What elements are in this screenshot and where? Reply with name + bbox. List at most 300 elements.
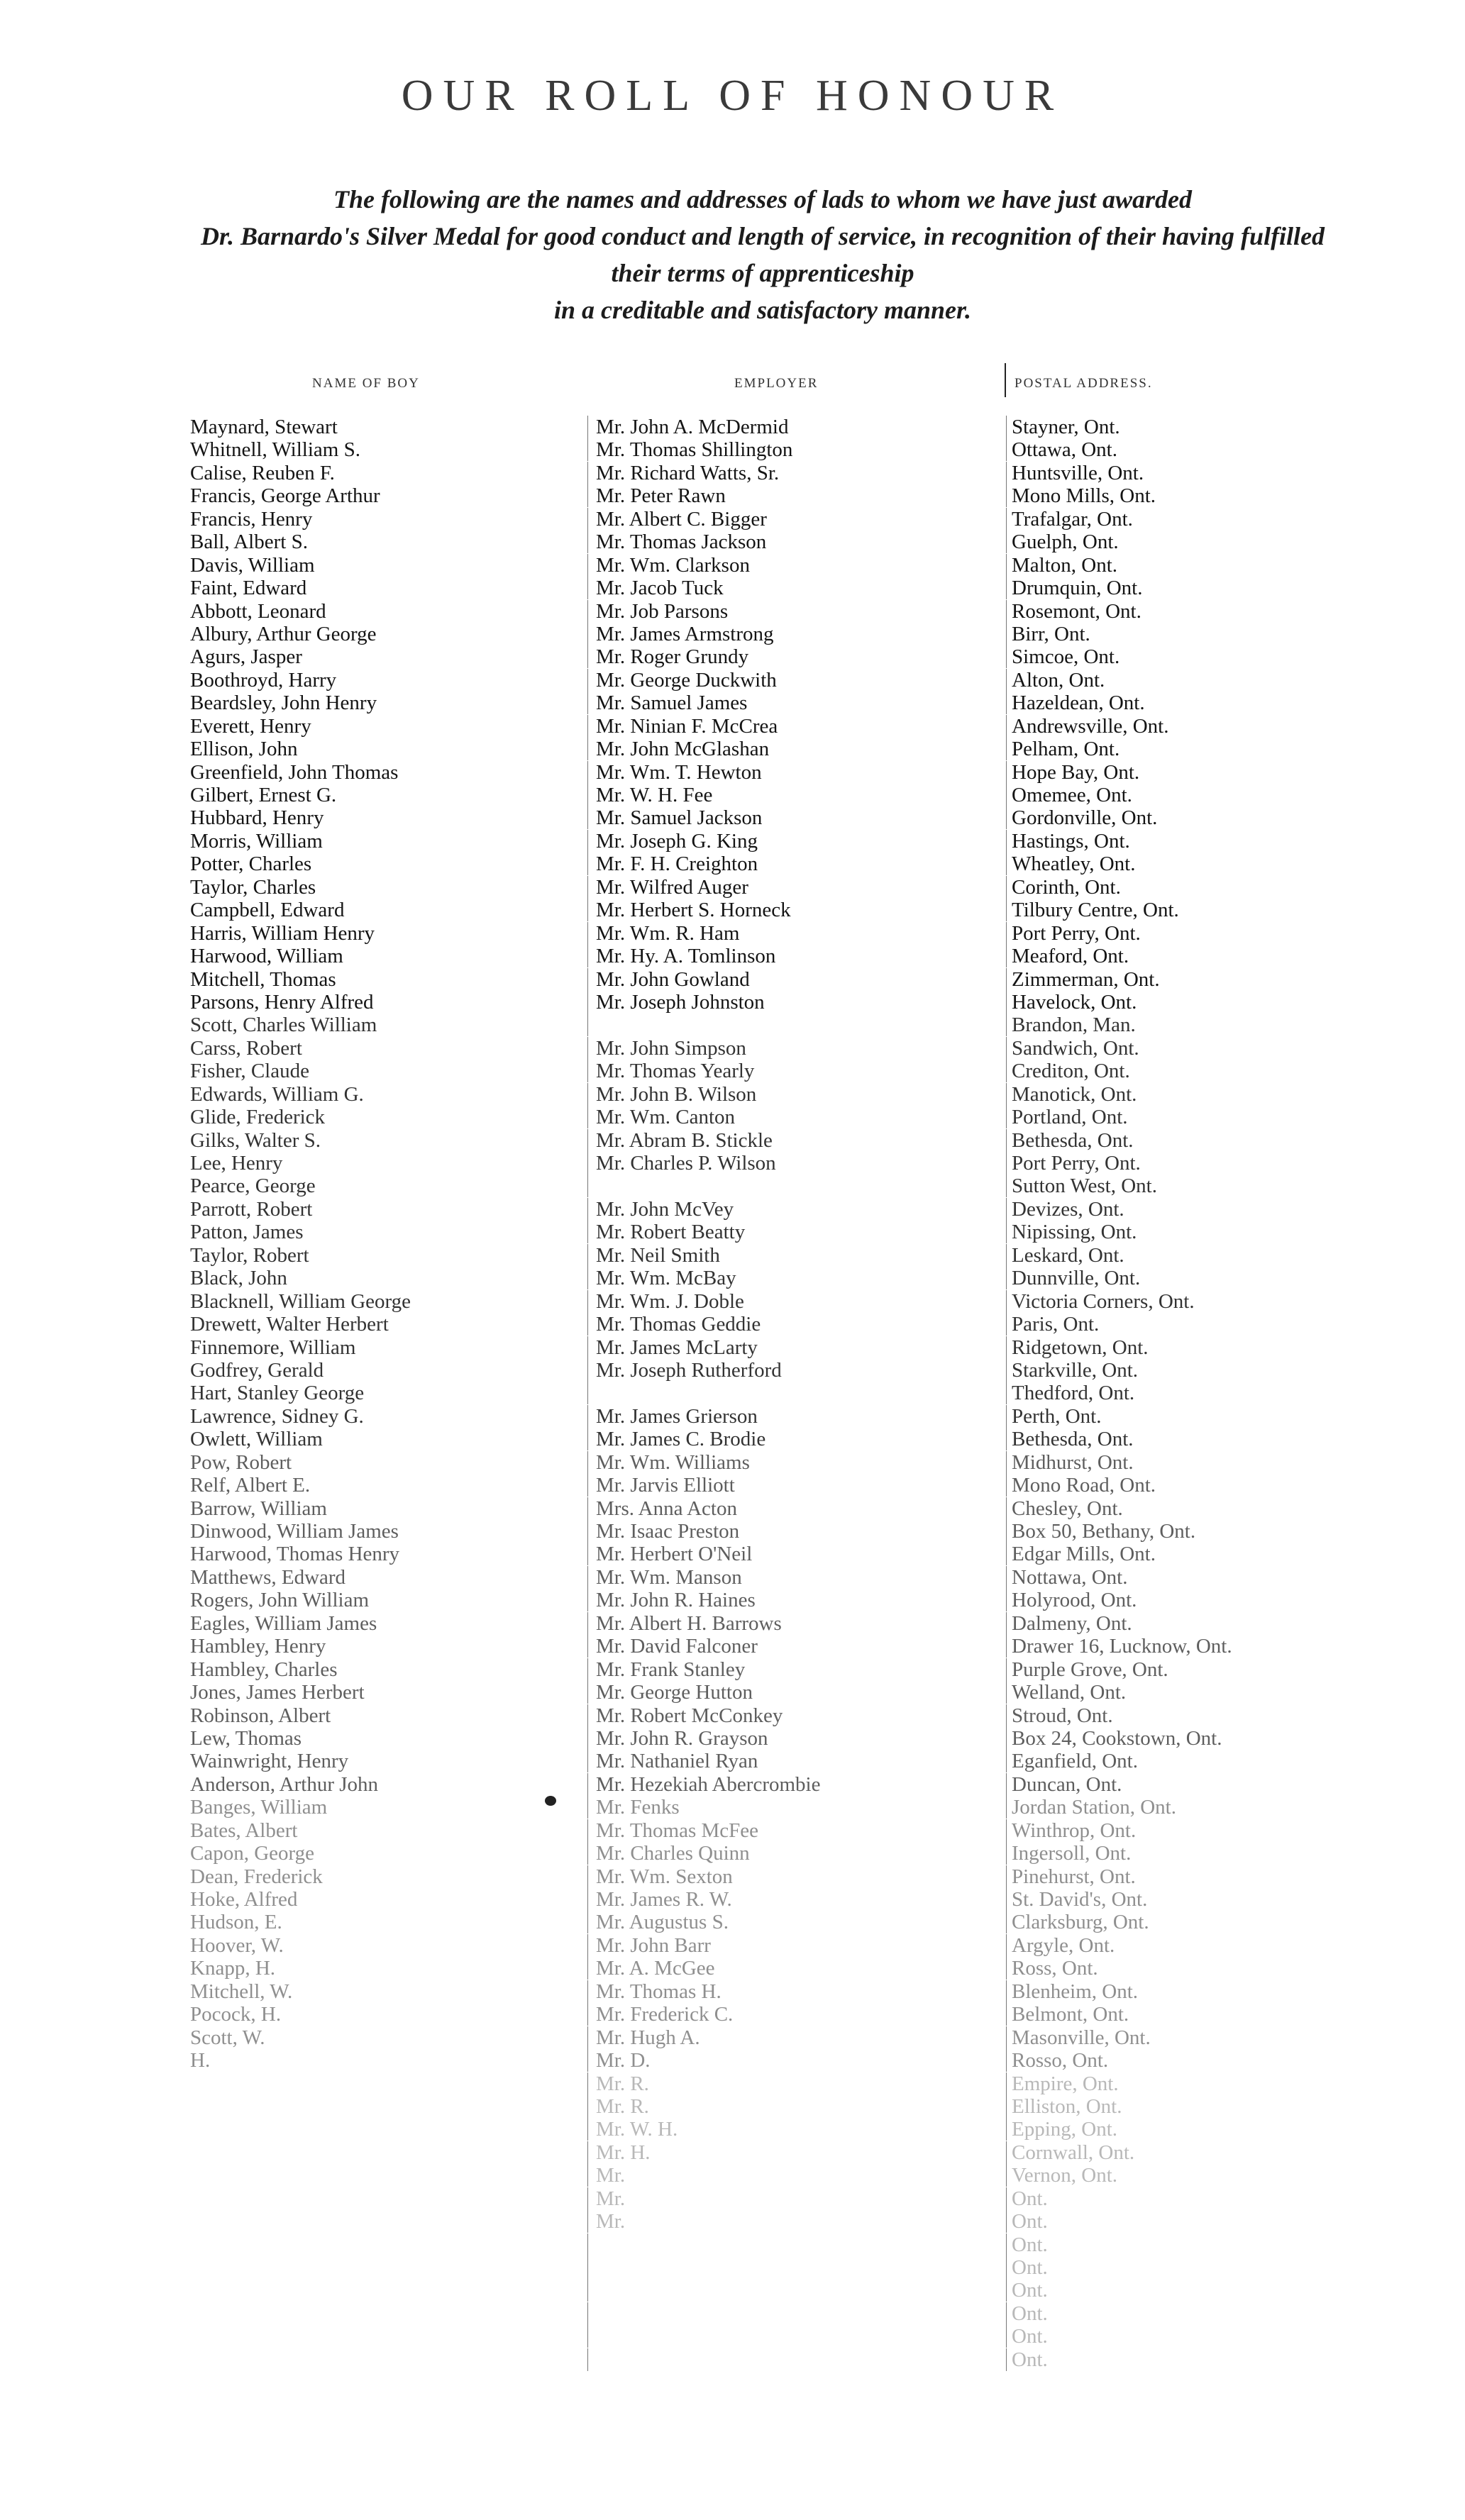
column-rule (1006, 2072, 1007, 2095)
column-rule (587, 1773, 588, 1796)
table-row (0, 922, 1465, 945)
column-rule (587, 761, 588, 784)
table-row (0, 1474, 1465, 1497)
column-rule (587, 1336, 588, 1359)
table-row (0, 1635, 1465, 1658)
table-row (0, 1497, 1465, 1520)
employer-name: Mr. George Hutton (596, 1681, 753, 1704)
table-row (0, 876, 1465, 899)
column-rule (587, 1428, 588, 1450)
employer-name: Mr. (596, 2210, 626, 2233)
column-rule (1006, 1060, 1007, 1082)
table-row (0, 416, 1465, 438)
employer-name: Mr. R. (596, 2072, 649, 2095)
column-rule (1006, 692, 1007, 714)
column-rule (587, 1290, 588, 1313)
table-row (0, 531, 1465, 553)
table-row (0, 508, 1465, 531)
table-row (0, 484, 1465, 507)
employer-name: Mr. Isaac Preston (596, 1520, 740, 1543)
boy-name: Parrott, Robert (190, 1197, 313, 1221)
boy-name: Anderson, Arthur John (190, 1772, 379, 1796)
postal-address: Port Perry, Ont. (1012, 921, 1141, 945)
column-rule (1006, 1405, 1007, 1428)
employer-name: Mr. Wm. Sexton (596, 1865, 733, 1888)
table-row (0, 600, 1465, 623)
table-row (0, 1773, 1465, 1796)
postal-address: Dunnville, Ont. (1012, 1267, 1141, 1290)
column-rule (587, 1267, 588, 1289)
column-rule (1006, 1842, 1007, 1865)
postal-address: Zimmerman, Ont. (1012, 967, 1160, 991)
boy-name: Hart, Stanley George (190, 1382, 365, 1405)
postal-address: Holyrood, Ont. (1012, 1589, 1137, 1612)
column-rule (1006, 1773, 1007, 1796)
column-rule (1006, 669, 1007, 692)
column-rule (1006, 1336, 1007, 1359)
boy-name: Taylor, Charles (190, 875, 316, 899)
column-rule (1006, 1635, 1007, 1658)
boy-name: Pearce, George (190, 1175, 316, 1198)
employer-name: Mr. Thomas Yearly (596, 1060, 755, 1083)
employer-name: Mr. Charles Quinn (596, 1842, 750, 1865)
page-title: OUR ROLL OF HONOUR (401, 72, 1064, 120)
table-row (0, 2325, 1465, 2348)
postal-address: Ross, Ont. (1012, 1957, 1098, 1980)
column-rule (587, 784, 588, 806)
column-rule (587, 438, 588, 461)
table-row (0, 692, 1465, 714)
table-row (0, 2026, 1465, 2049)
postal-address: Chesley, Ont. (1012, 1497, 1123, 1520)
column-rule (1006, 1681, 1007, 1704)
employer-name: Mr. John Barr (596, 1933, 711, 1957)
boy-name: Greenfield, John Thomas (190, 760, 399, 784)
postal-address: Nottawa, Ont. (1012, 1565, 1128, 1589)
employer-name: Mr. Thomas Jackson (596, 531, 767, 554)
table-row (0, 1888, 1465, 1911)
employer-name: Mr. Wm. J. Doble (596, 1289, 744, 1313)
employer-name: Mr. Wm. Clarkson (596, 553, 750, 577)
employer-name: Mr. Wm. T. Hewton (596, 760, 762, 784)
boy-name: Carss, Robert (190, 1036, 302, 1060)
boy-name: Gilbert, Ernest G. (190, 784, 337, 806)
table-row (0, 2095, 1465, 2118)
postal-address: Pelham, Ont. (1012, 738, 1120, 761)
postal-address: Box 24, Cookstown, Ont. (1012, 1726, 1222, 1750)
postal-address: Hastings, Ont. (1012, 829, 1130, 853)
postal-address: Elliston, Ont. (1012, 2094, 1122, 2118)
boy-name: Whitnell, William S. (190, 438, 360, 462)
table-row (0, 1520, 1465, 1543)
column-rule (587, 2256, 588, 2279)
postal-address: Midhurst, Ont. (1012, 1450, 1134, 1474)
boy-name: Morris, William (190, 829, 323, 853)
column-rule (587, 1244, 588, 1267)
table-row (0, 1727, 1465, 1750)
table-row (0, 577, 1465, 599)
boy-name: Agurs, Jasper (190, 645, 302, 669)
employer-name: Mr. Roger Grundy (596, 645, 749, 669)
boy-name: Barrow, William (190, 1497, 327, 1520)
postal-address: Ont. (1012, 2348, 1048, 2371)
table-row (0, 1750, 1465, 1772)
column-rule (587, 738, 588, 760)
employer-name: Mr. Samuel Jackson (596, 806, 763, 830)
postal-address: Birr, Ont. (1012, 622, 1090, 645)
table-row (0, 1129, 1465, 1152)
postal-address: Perth, Ont. (1012, 1404, 1102, 1428)
column-rule (1006, 1589, 1007, 1611)
column-rule (587, 1520, 588, 1543)
table-row (0, 1957, 1465, 1980)
column-rule (587, 600, 588, 623)
table-row (0, 1382, 1465, 1404)
boy-name: Parsons, Henry Alfred (190, 990, 374, 1014)
column-rule (1006, 1911, 1007, 1933)
employer-name: Mr. Joseph Rutherford (596, 1358, 782, 1382)
boy-name: Hambley, Charles (190, 1658, 338, 1681)
postal-address: Port Perry, Ont. (1012, 1152, 1141, 1175)
employer-name: Mr. W. H. (596, 2118, 678, 2141)
postal-address: Wheatley, Ont. (1012, 853, 1136, 876)
postal-address: Ottawa, Ont. (1012, 438, 1117, 462)
column-rule (1006, 1543, 1007, 1565)
postal-address: Duncan, Ont. (1012, 1772, 1122, 1796)
boy-name: Hubbard, Henry (190, 806, 324, 830)
table-row (0, 1704, 1465, 1727)
boy-name: Capon, George (190, 1842, 315, 1865)
column-rule (587, 1497, 588, 1520)
column-rule (587, 2095, 588, 2118)
boy-name: Owlett, William (190, 1428, 323, 1451)
postal-address: Malton, Ont. (1012, 553, 1118, 577)
boy-name: Beardsley, John Henry (190, 692, 377, 715)
boy-name: Black, John (190, 1267, 287, 1290)
column-rule (1006, 508, 1007, 531)
postal-address: Omemee, Ont. (1012, 784, 1132, 806)
employer-name: Mrs. Anna Acton (596, 1497, 737, 1520)
employer-name: Mr. Peter Rawn (596, 484, 726, 508)
table-row (0, 1819, 1465, 1842)
postal-address: Stayner, Ont. (1012, 416, 1120, 438)
employer-name: Mr. Herbert O'Neil (596, 1543, 753, 1566)
boy-name: Mitchell, W. (190, 1980, 293, 2003)
table-row (0, 2210, 1465, 2233)
employer-name: Mr. Abram B. Stickle (596, 1128, 773, 1152)
column-rule (1006, 645, 1007, 668)
boy-name: Davis, William (190, 553, 315, 577)
column-rule (1006, 1129, 1007, 1152)
column-rule (1006, 2141, 1007, 2164)
table-row (0, 1152, 1465, 1175)
boy-name: Potter, Charles (190, 853, 312, 876)
postal-address: Hope Bay, Ont. (1012, 760, 1140, 784)
column-rule (587, 416, 588, 438)
employer-name: Mr. John R. Grayson (596, 1726, 768, 1750)
boy-name: Hoover, W. (190, 1933, 284, 1957)
column-rule (1006, 991, 1007, 1014)
employer-name: Mr. John R. Haines (596, 1589, 756, 1612)
column-rule (587, 1014, 588, 1036)
table-row (0, 899, 1465, 921)
boy-name: Harwood, Thomas Henry (190, 1543, 400, 1566)
postal-address: Jordan Station, Ont. (1012, 1796, 1176, 1819)
postal-address: Simcoe, Ont. (1012, 645, 1120, 669)
column-rule (1006, 1819, 1007, 1842)
postal-address: Masonville, Ont. (1012, 2026, 1151, 2049)
postal-address: Welland, Ont. (1012, 1681, 1127, 1704)
column-rule (587, 1704, 588, 1727)
boy-name: Lawrence, Sidney G. (190, 1404, 364, 1428)
postal-address: Thedford, Ont. (1012, 1382, 1135, 1405)
boy-name: Hoke, Alfred (190, 1888, 298, 1911)
boy-name: Maynard, Stewart (190, 416, 338, 438)
postal-address: Leskard, Ont. (1012, 1243, 1124, 1267)
table-row (0, 1681, 1465, 1704)
postal-address: Alton, Ont. (1012, 668, 1105, 692)
column-rule (587, 2026, 588, 2049)
table-row (0, 1612, 1465, 1635)
employer-name: Mr. H. (596, 2141, 651, 2164)
column-rule (587, 1198, 588, 1221)
postal-address: Box 50, Bethany, Ont. (1012, 1520, 1196, 1543)
table-row (0, 1290, 1465, 1313)
table-row (0, 645, 1465, 668)
postal-address: Purple Grove, Ont. (1012, 1658, 1168, 1681)
employer-name: Mr. (596, 2164, 626, 2187)
table-row (0, 2049, 1465, 2072)
column-rule (1006, 1474, 1007, 1497)
boy-name: Scott, Charles William (190, 1014, 377, 1037)
column-rule (1006, 784, 1007, 806)
column-rule (1006, 2348, 1007, 2371)
postal-address: Cornwall, Ont. (1012, 2141, 1135, 2164)
column-rule (1006, 2187, 1007, 2210)
postal-address: Mono Mills, Ont. (1012, 484, 1156, 508)
table-row (0, 2348, 1465, 2371)
employer-name: Mr. Thomas McFee (596, 1819, 759, 1842)
table-row (0, 1037, 1465, 1060)
boy-name: Edwards, William G. (190, 1082, 364, 1106)
boy-name: Glide, Frederick (190, 1106, 326, 1129)
postal-address: Meaford, Ont. (1012, 945, 1129, 968)
employer-name: Mr. R. (596, 2094, 649, 2118)
table-row (0, 991, 1465, 1014)
column-rule (587, 1681, 588, 1704)
table-row (0, 1566, 1465, 1589)
column-rule (1006, 484, 1007, 507)
column-rule (587, 1543, 588, 1565)
column-rule (1006, 830, 1007, 853)
employer-name: Mr. Hugh A. (596, 2026, 700, 2049)
employer-name: Mr. John A. McDermid (596, 416, 789, 438)
postal-address: Huntsville, Ont. (1012, 461, 1144, 484)
postal-address: Ont. (1012, 2325, 1048, 2348)
boy-name: Robinson, Albert (190, 1704, 331, 1727)
boy-name: Gilks, Walter S. (190, 1128, 321, 1152)
column-rule (587, 945, 588, 967)
table-row (0, 715, 1465, 738)
column-rule (587, 1888, 588, 1911)
postal-address: Rosemont, Ont. (1012, 599, 1141, 623)
employer-name: Mr. Joseph G. King (596, 829, 758, 853)
column-rule (587, 1382, 588, 1404)
postal-address: Ont. (1012, 2256, 1048, 2279)
column-rule (587, 1313, 588, 1336)
employer-name: Mr. Thomas Geddie (596, 1313, 761, 1336)
column-rule (1006, 2049, 1007, 2072)
postal-address: Victoria Corners, Ont. (1012, 1289, 1195, 1313)
column-rule (1006, 1037, 1007, 1060)
column-rule (587, 2003, 588, 2026)
table-row (0, 438, 1465, 461)
column-rule (587, 2233, 588, 2256)
postal-address: Stroud, Ont. (1012, 1704, 1113, 1727)
column-rule (1006, 2164, 1007, 2187)
column-rule (587, 1106, 588, 1128)
table-row (0, 830, 1465, 853)
employer-name: Mr. Wilfred Auger (596, 875, 748, 899)
postal-address: Vernon, Ont. (1012, 2164, 1118, 2187)
postal-address: Portland, Ont. (1012, 1106, 1128, 1129)
column-rule (587, 1060, 588, 1082)
postal-address: Starkville, Ont. (1012, 1358, 1139, 1382)
postal-address: Ingersoll, Ont. (1012, 1842, 1132, 1865)
employer-name: Mr. James Armstrong (596, 622, 774, 645)
column-rule (587, 1083, 588, 1106)
table-row (0, 2279, 1465, 2302)
column-rule (1006, 1750, 1007, 1772)
column-rule (587, 577, 588, 599)
postal-address: St. David's, Ont. (1012, 1888, 1148, 1911)
table-row (0, 1842, 1465, 1865)
employer-name: Mr. Joseph Johnston (596, 990, 765, 1014)
boy-name: H. (190, 2049, 211, 2072)
column-rule (587, 1819, 588, 1842)
table-row (0, 1451, 1465, 1474)
employer-name: Mr. Wm. McBay (596, 1267, 736, 1290)
employer-name: Mr. (596, 2187, 626, 2210)
employer-name: Mr. James R. W. (596, 1888, 732, 1911)
postal-address: Gordonville, Ont. (1012, 806, 1158, 830)
table-row (0, 1359, 1465, 1382)
table-row (0, 623, 1465, 645)
employer-name: Mr. Frederick C. (596, 2003, 734, 2026)
column-rule (1006, 1428, 1007, 1450)
postal-address: Eganfield, Ont. (1012, 1750, 1138, 1773)
postal-address: Mono Road, Ont. (1012, 1474, 1156, 1497)
column-rule (1006, 1313, 1007, 1336)
column-rule (587, 1658, 588, 1681)
employer-name: Mr. Jacob Tuck (596, 577, 724, 600)
boy-name: Faint, Edward (190, 577, 307, 600)
postal-address: Brandon, Man. (1012, 1014, 1136, 1037)
column-rule (1006, 1566, 1007, 1589)
column-rule (587, 623, 588, 645)
table-row (0, 1014, 1465, 1036)
boy-name: Relf, Albert E. (190, 1474, 311, 1497)
column-rule (1006, 2302, 1007, 2325)
postal-address: Rosso, Ont. (1012, 2049, 1109, 2072)
postal-address: Guelph, Ont. (1012, 531, 1119, 554)
postal-address: Corinth, Ont. (1012, 875, 1121, 899)
postal-address: Ont. (1012, 2210, 1048, 2233)
column-rule (587, 1037, 588, 1060)
column-rule (587, 830, 588, 853)
intro-line: The following are the names and addresses of lads to whom we have just awarded (333, 185, 1193, 213)
boy-name: Knapp, H. (190, 1957, 276, 1980)
boy-name: Scott, W. (190, 2026, 265, 2049)
column-rule (587, 1727, 588, 1750)
employer-name: Mr. John McVey (596, 1197, 734, 1221)
column-rule (587, 1865, 588, 1888)
column-rule (1006, 1704, 1007, 1727)
intro-paragraph (177, 181, 1348, 328)
postal-address: Ridgetown, Ont. (1012, 1336, 1149, 1359)
column-rule (1006, 462, 1007, 484)
employer-name: Mr. Fenks (596, 1796, 680, 1819)
column-rule (1006, 1658, 1007, 1681)
column-rule (587, 1842, 588, 1865)
column-rule (587, 1934, 588, 1957)
employer-name: Mr. Neil Smith (596, 1243, 720, 1267)
column-rule (587, 1911, 588, 1933)
boy-name: Fisher, Claude (190, 1060, 309, 1083)
column-rule (587, 1451, 588, 1474)
postal-address: Paris, Ont. (1012, 1313, 1100, 1336)
column-rule (1006, 1727, 1007, 1750)
employer-name: Mr. Augustus S. (596, 1911, 729, 1934)
table-row (0, 968, 1465, 991)
employer-name: Mr. Hy. A. Tomlinson (596, 945, 776, 968)
table-row (0, 1980, 1465, 2003)
boy-name: Lee, Henry (190, 1152, 283, 1175)
postal-address: Drawer 16, Lucknow, Ont. (1012, 1635, 1232, 1658)
column-rule (587, 1359, 588, 1382)
boy-name: Patton, James (190, 1221, 304, 1244)
boy-name: Pow, Robert (190, 1450, 292, 1474)
boy-name: Ellison, John (190, 738, 298, 761)
postal-address: Argyle, Ont. (1012, 1933, 1115, 1957)
table-row (0, 1428, 1465, 1450)
column-rule (1006, 899, 1007, 921)
boy-name: Abbott, Leonard (190, 599, 326, 623)
column-rule (1006, 968, 1007, 991)
table-row (0, 1336, 1465, 1359)
table-row (0, 1221, 1465, 1243)
boy-name: Dinwood, William James (190, 1520, 399, 1543)
postal-address: Andrewsville, Ont. (1012, 714, 1169, 738)
postal-address: Epping, Ont. (1012, 2118, 1118, 2141)
boy-name: Dean, Frederick (190, 1865, 323, 1888)
employer-name: Mr. Hezekiah Abercrombie (596, 1772, 821, 1796)
table-row (0, 784, 1465, 806)
column-rule (1006, 761, 1007, 784)
table-row (0, 1543, 1465, 1565)
employer-name: Mr. D. (596, 2049, 651, 2072)
table-row (0, 1934, 1465, 1957)
column-rule (1006, 1221, 1007, 1243)
boy-name: Drewett, Walter Herbert (190, 1313, 389, 1336)
table-row (0, 2141, 1465, 2164)
column-rule (587, 2302, 588, 2325)
table-row (0, 669, 1465, 692)
boy-name: Everett, Henry (190, 714, 311, 738)
postal-address: Clarksburg, Ont. (1012, 1911, 1149, 1934)
employer-name: Mr. Albert H. Barrows (596, 1611, 782, 1635)
column-rule (1006, 2279, 1007, 2302)
